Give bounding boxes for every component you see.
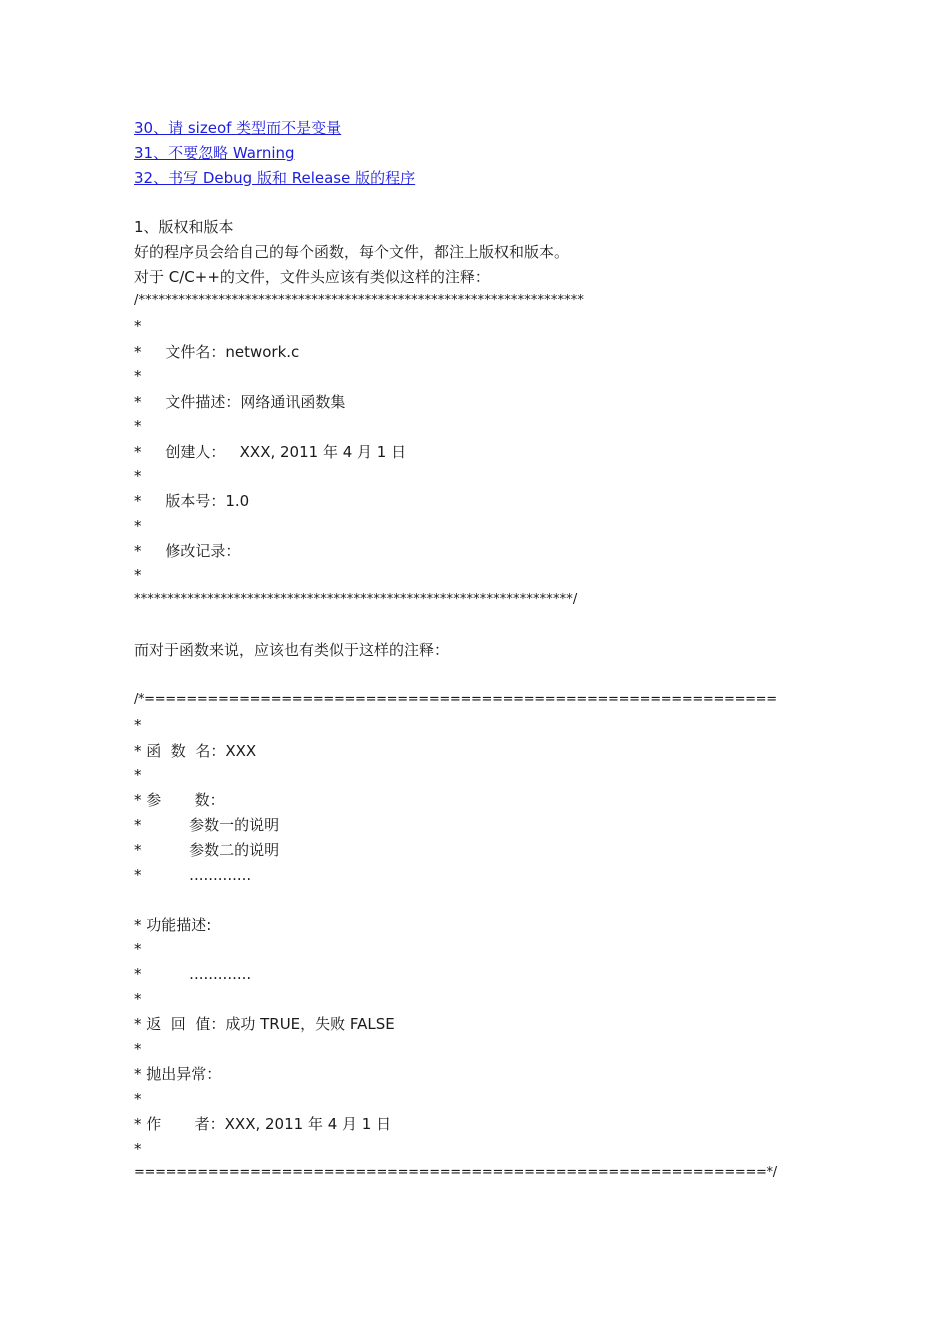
- toc-link-30[interactable]: 30、请 sizeof 类型而不是变量: [134, 119, 342, 137]
- comment-star-line: *: [134, 317, 142, 335]
- comment-star-line: *: [134, 517, 142, 535]
- comment-star-line: *: [134, 1040, 142, 1058]
- param2-line: * 参数二的说明: [134, 841, 280, 859]
- returns-line: * 返 回 值：成功 TRUE，失败 FALSE: [134, 1015, 395, 1033]
- file-comment-close: ******************************************************************/: [134, 592, 578, 607]
- param-more-line: * .............: [134, 866, 252, 884]
- comment-star-line: *: [134, 367, 142, 385]
- comment-star-line: *: [134, 766, 142, 784]
- comment-star-line: *: [134, 1140, 142, 1158]
- func-desc-line: * 功能描述:: [134, 916, 212, 934]
- func-comment-open: /*============================================================: [134, 692, 777, 707]
- comment-star-line: *: [134, 940, 142, 958]
- section-intro: 好的程序员会给自己的每个函数，每个文件，都注上版权和版本。: [134, 243, 570, 261]
- file-name-line: * 文件名：network.c: [134, 343, 300, 361]
- toc-link-32[interactable]: 32、书写 Debug 版和 Release 版的程序: [134, 169, 416, 187]
- version-line: * 版本号：1.0: [134, 492, 250, 510]
- creator-line: * 创建人： XXX, 2011 年 4 月 1 日: [134, 443, 407, 461]
- func-name-line: * 函 数 名：XXX: [134, 742, 257, 760]
- param1-line: * 参数一的说明: [134, 816, 280, 834]
- author-line: * 作 者：XXX, 2011 年 4 月 1 日: [134, 1115, 392, 1133]
- func-comment-intro: 而对于函数来说，应该也有类似于这样的注释：: [134, 641, 450, 659]
- comment-star-line: *: [134, 716, 142, 734]
- throws-line: * 抛出异常：: [134, 1065, 222, 1083]
- history-line: * 修改记录：: [134, 542, 241, 560]
- file-comment-open: /*******************************************************************: [134, 293, 585, 308]
- comment-star-line: *: [134, 1090, 142, 1108]
- func-comment-close: ============================================================*/: [134, 1165, 777, 1180]
- comment-star-line: *: [134, 566, 142, 584]
- section-heading: 1、版权和版本: [134, 218, 234, 236]
- comment-star-line: *: [134, 990, 142, 1008]
- desc-more-line: * .............: [134, 965, 252, 983]
- params-line: * 参 数：: [134, 791, 225, 809]
- comment-star-line: *: [134, 417, 142, 435]
- file-comment-intro: 对于 C/C++的文件，文件头应该有类似这样的注释：: [134, 268, 490, 286]
- file-desc-line: * 文件描述：网络通讯函数集: [134, 393, 346, 411]
- toc-link-31[interactable]: 31、不要忽略 Warning: [134, 144, 295, 162]
- comment-star-line: *: [134, 467, 142, 485]
